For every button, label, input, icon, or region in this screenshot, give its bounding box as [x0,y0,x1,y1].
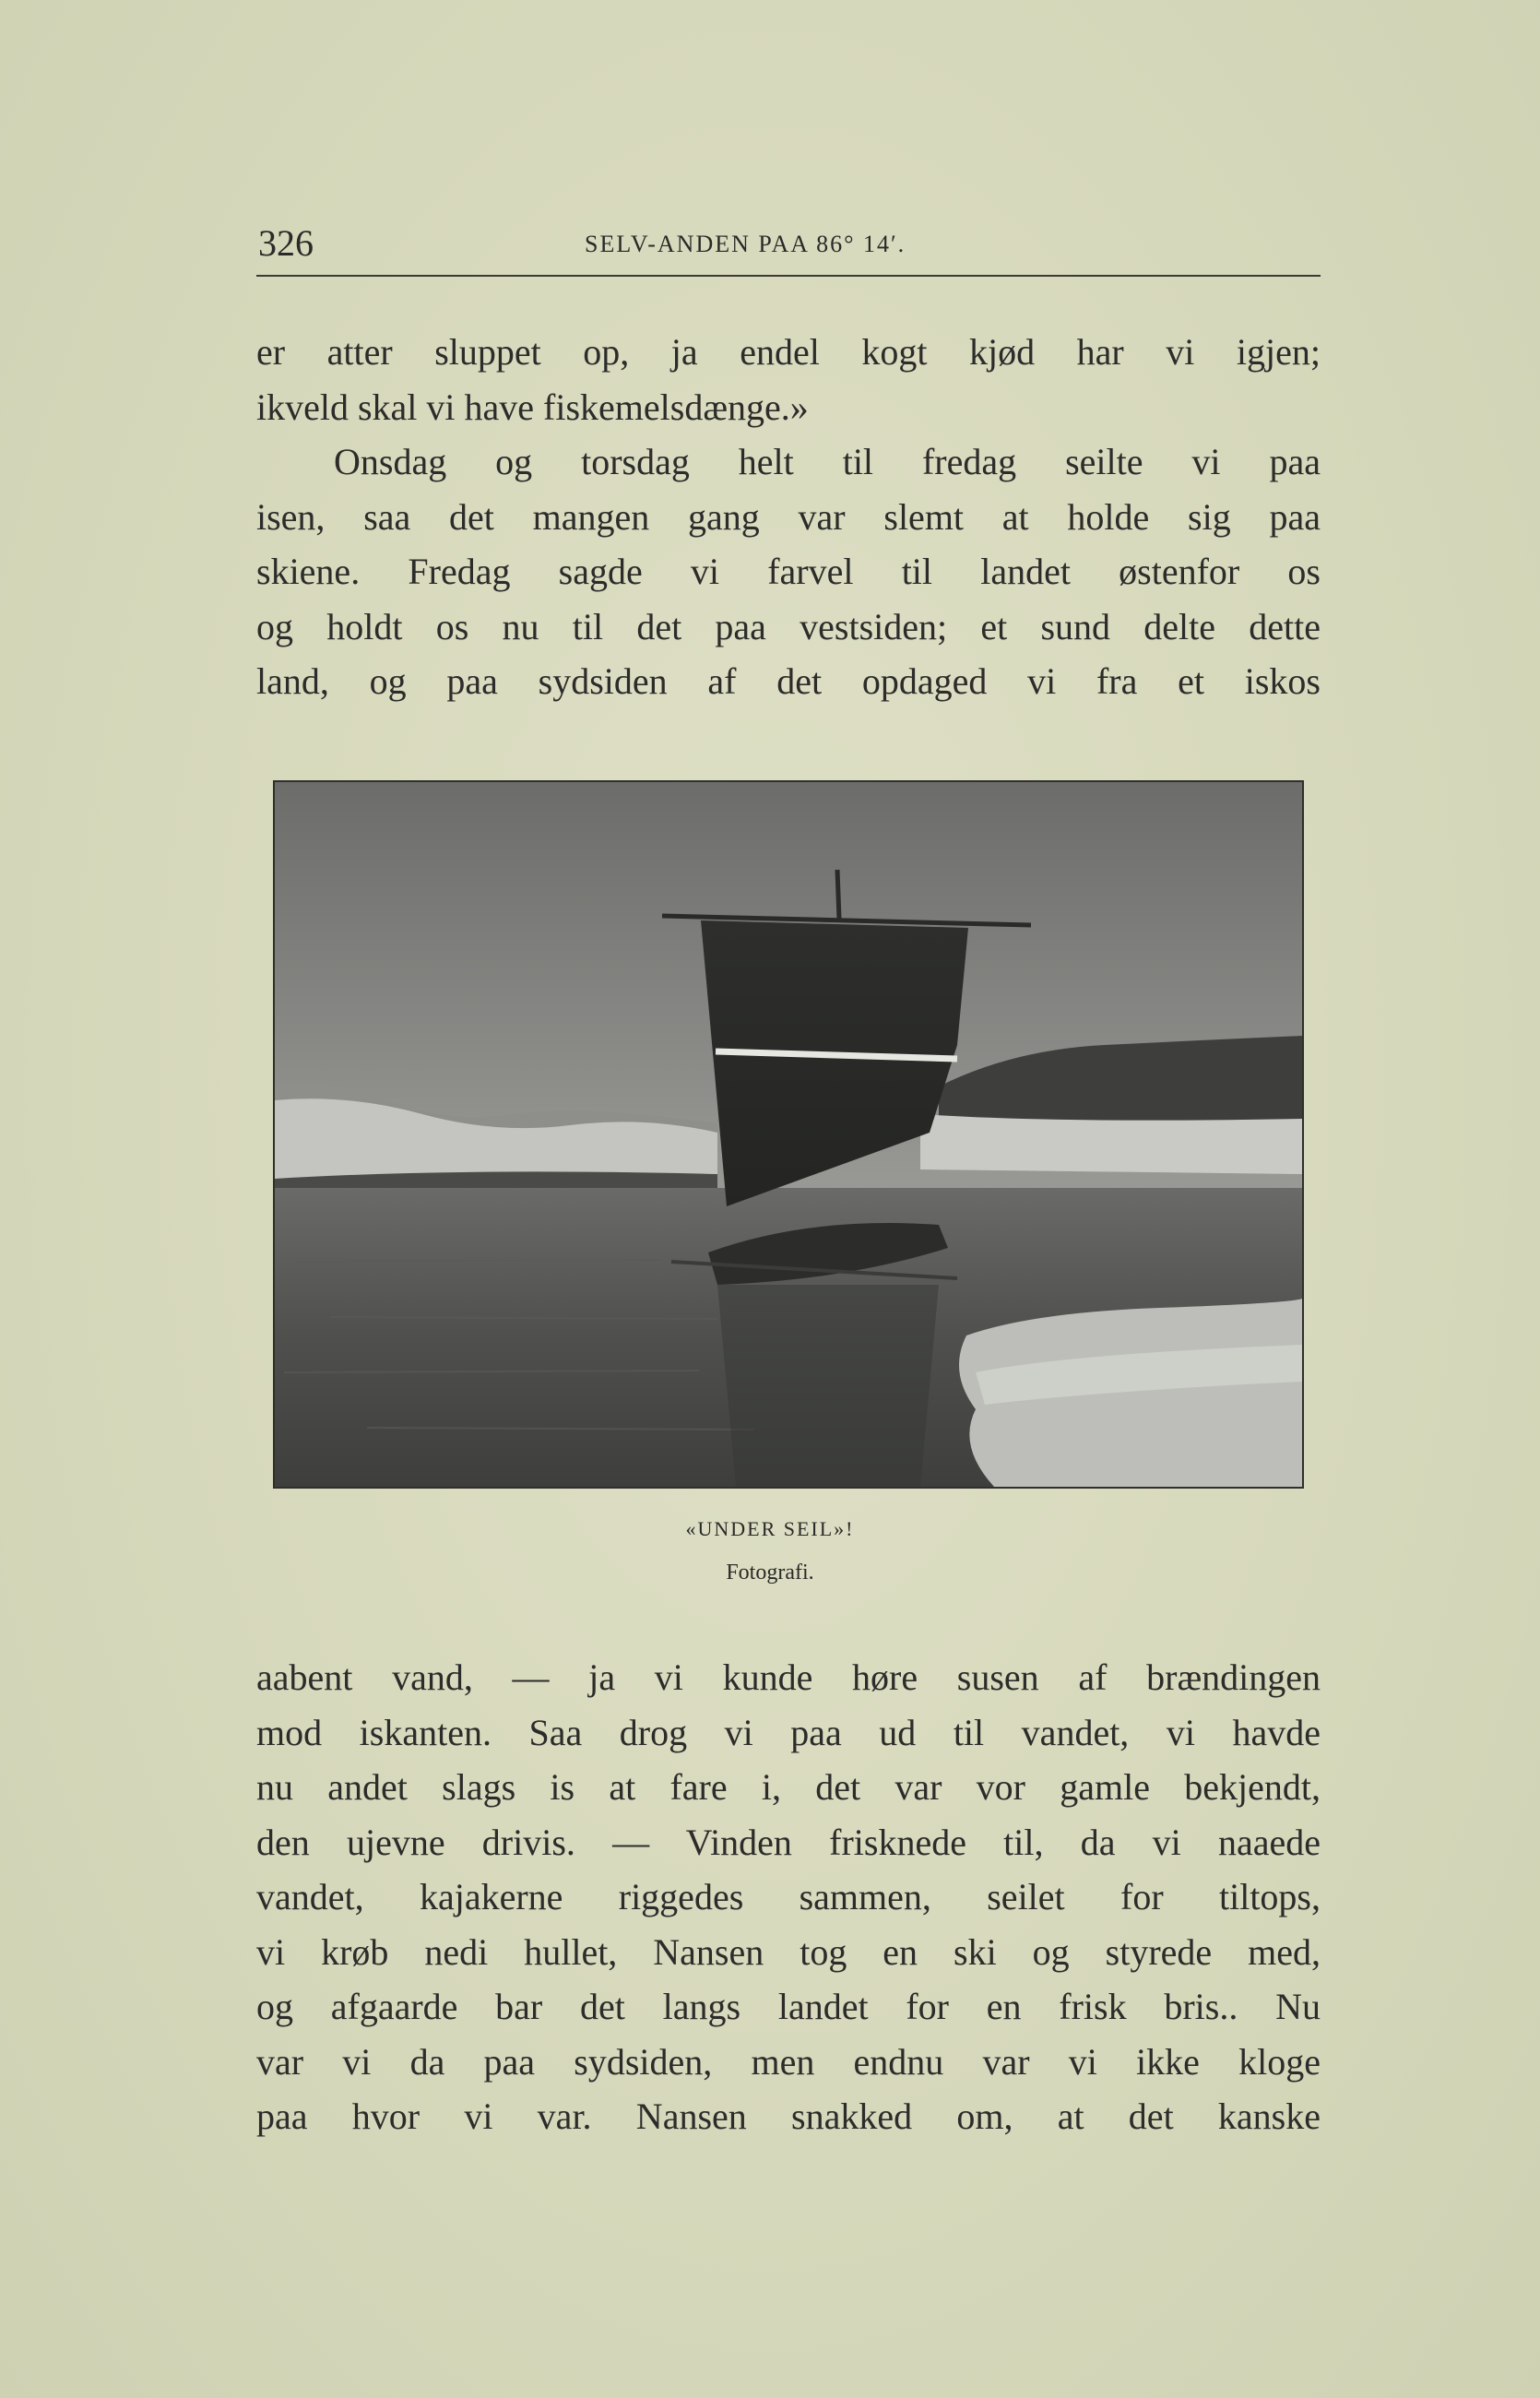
text-line: nu andet slags is at fare i, det var vor gamle bekjendt, [256,1766,1321,1808]
text-line: vandet, kajakerne riggedes sammen, seilet for tiltops, [256,1876,1321,1917]
text-line: mod iskanten. Saa drog vi paa ud til vandet, vi havde [256,1711,1321,1753]
text-line: vi krøb nedi hullet, Nansen tog en ski og styrede med, [256,1930,1321,1973]
running-title: SELV-ANDEN PAA 86° 14′. [585,231,906,257]
text-line: og afgaarde bar det langs landet for en frisk bris.. Nu [256,1986,1321,2027]
text-line: Onsdag og torsdag helt til fredag seilte vi paa [334,441,1321,482]
photograph-boat-under-sail [273,780,1304,1489]
text-line: er atter sluppet op, ja endel kogt kjød har vi igjen; [256,331,1321,373]
page-number: 326 [258,222,314,264]
body-text-top [256,325,1321,709]
text-line: var vi da paa sydsiden, men endnu var vi ikke kloge [256,2040,1321,2083]
body-text-bottom [256,1650,1321,2144]
figure-credit: Fotografi. [726,1561,814,1585]
photo-illustration [275,782,1302,1487]
text-line: den ujevne drivis. — Vinden frisknede til, da vi naaede [256,1821,1321,1863]
text-line: og holdt os nu til det paa vestsiden; et sund delte dette [256,605,1321,647]
text-line: skiene. Fredag sagde vi farvel til landet østenfor os [256,551,1321,592]
text-line: ikveld skal vi have fiskemelsdænge.» [256,386,809,428]
text-line: paa hvor vi var. Nansen snakked om, at det kanske [256,2095,1321,2137]
text-line: land, og paa sydsiden af det opdaged vi fra et iskos [256,660,1321,702]
figure-caption: «UNDER SEIL»! [685,1517,855,1540]
text-line: isen, saa det mangen gang var slemt at holde sig paa [256,495,1321,538]
page-header [256,220,1321,277]
text-line: aabent vand, — ja vi kunde høre susen af brændingen [256,1656,1321,1698]
